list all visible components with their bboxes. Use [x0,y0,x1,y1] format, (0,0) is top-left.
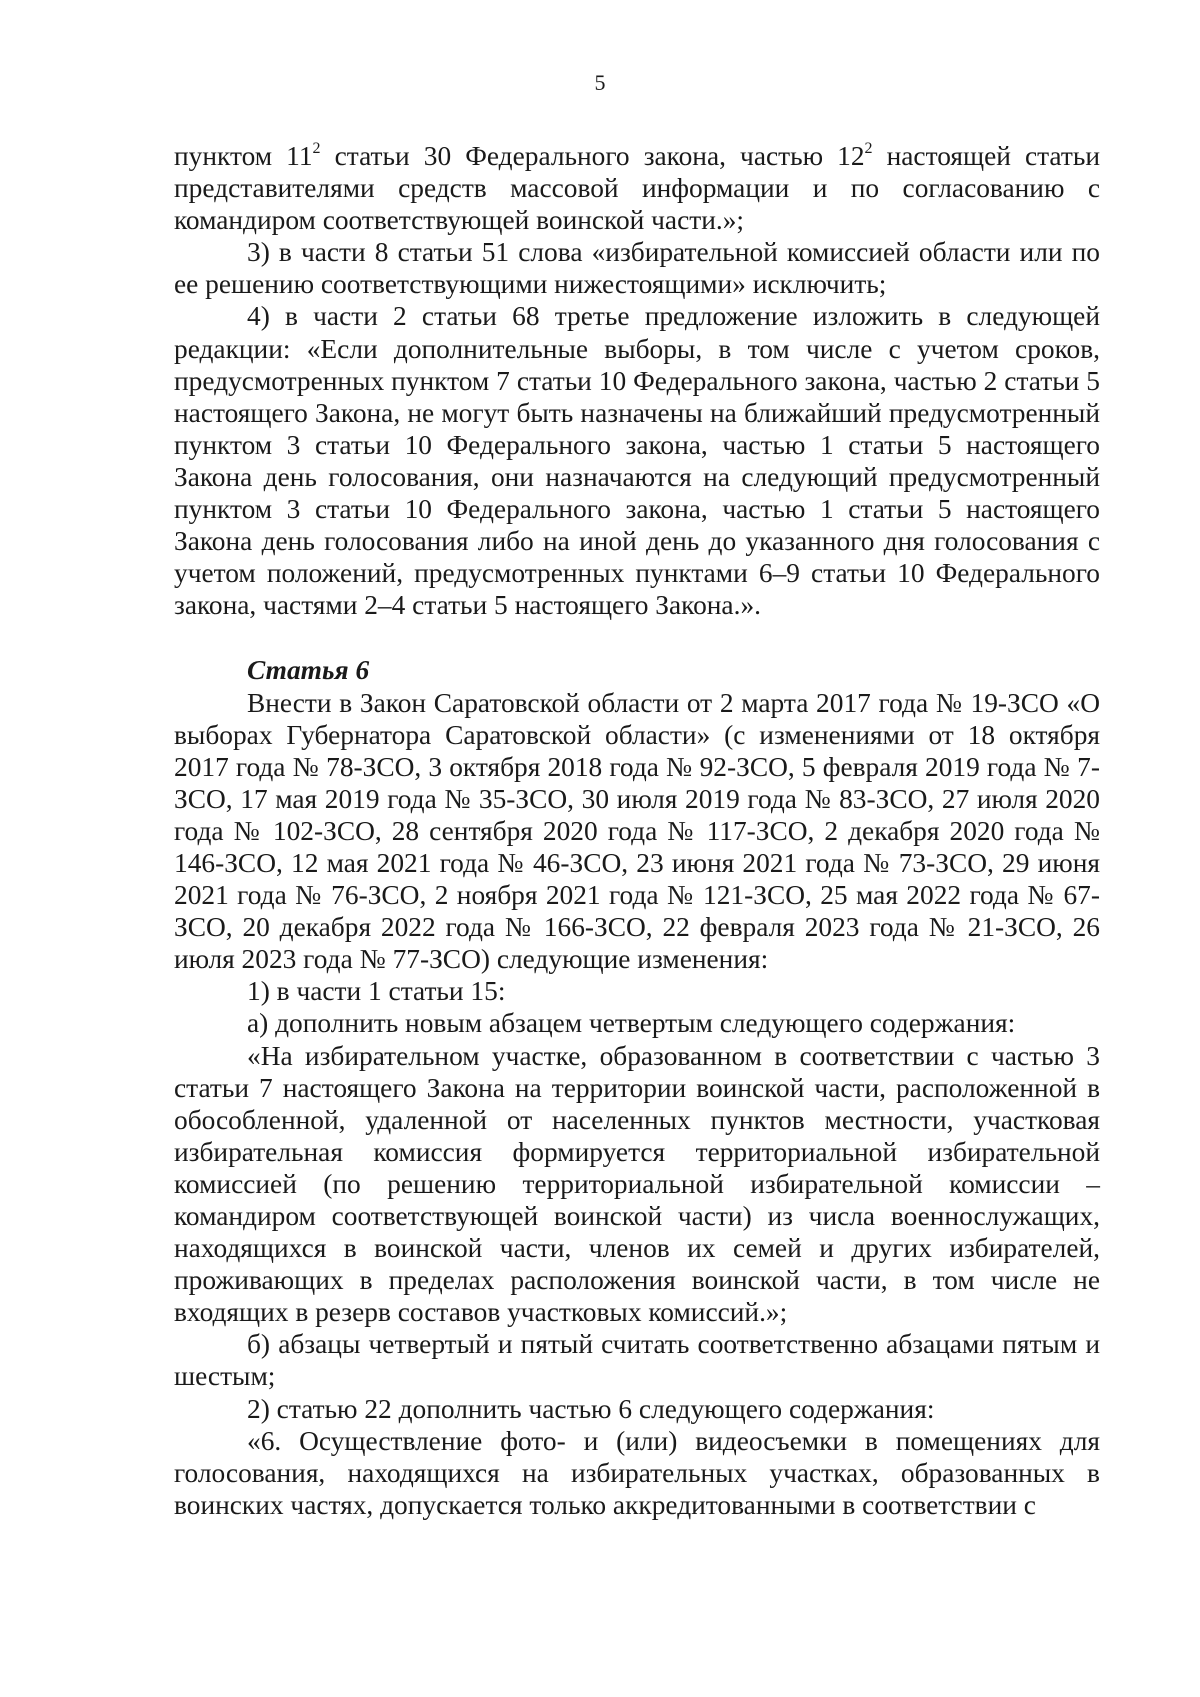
article-heading: Статья 6 [247,655,370,686]
paragraph: «6. Осуществление фото- и (или) видеосъемки в помещениях для голосования, находящихся на избирательных участках, образованных в воинских частях, допускается только аккредитованными в соответствии с [174,1425,1100,1520]
superscript: 2 [864,140,873,157]
paragraph: «На избирательном участке, образованном в соответствии с частью 3 статьи 7 настоящего Закона на территории воинской части, расположенной в обособленной, удаленной от населенных пунктов местности, участковая избирательная комиссия формируется территориальной избирательной комиссией (по решению территориальной избирательной комиссии – командиром соответствующей воинской части) из числа военнослужащих, находящихся в воинской части, членов их семей и других избирателей, проживающих в пределах расположения воинской части, в том числе не входящих в резерв составов участковых комиссий.»; [174,1040,1100,1328]
superscript: 2 [312,140,321,157]
paragraph-continuation [174,140,1100,236]
paragraph: 3) в части 8 статьи 51 слова «избирательной комиссией области или по ее решению соответствующими нижестоящими» исключить; [174,237,1100,300]
page-number: 5 [594,70,606,95]
paragraph: б) абзацы четвертый и пятый считать соответственно абзацами пятым и шестым; [174,1329,1100,1392]
text-run: настоящей статьи представителями средств массовой информации и по согласованию с командиром соответствующей воинской части.»; [174,141,1100,236]
text-run: статьи 30 Федерального закона, частью 12 [320,141,865,171]
paragraph: 1) в части 1 статьи 15: [247,976,506,1007]
paragraph: Внести в Закон Саратовской области от 2 марта 2017 года № 19-ЗСО «О выборах Губернатора Саратовской области» (с изменениями от 18 октября 2017 года № 78-ЗСО, 3 октября 2018 года № 92-ЗСО, 5 февраля 2019 года № 7-ЗСО, 17 мая 2019 года № 35-ЗСО, 30 июля 2019 года № 83-ЗСО, 27 июля 2020 года № 102-ЗСО, 28 сентября 2020 года № 117-ЗСО, 2 декабря 2020 года № 146-ЗСО, 12 мая 2021 года № 46-ЗСО, 23 июня 2021 года № 73-ЗСО, 29 июня 2021 года № 76-ЗСО, 2 ноября 2021 года № 121-ЗСО, 25 мая 2022 года № 67-ЗСО, 20 декабря 2022 года № 166-ЗСО, 22 февраля 2023 года № 21-ЗСО, 26 июля 2023 года № 77-ЗСО) следующие изменения: [174,687,1100,975]
document-body [174,140,1100,1521]
paragraph: 4) в части 2 статьи 68 третье предложение изложить в следующей редакции: «Если дополнительные выборы, в том числе с учетом сроков, предусмотренных пунктом 7 статьи 10 Федерального закона, частью 2 статьи 5 настоящего Закона, не могут быть назначены на ближайший предусмотренный пунктом 3 статьи 10 Федерального закона, частью 1 статьи 5 настоящего Закона день голосования, они назначаются на следующий предусмотренный пунктом 3 статьи 10 Федерального закона, частью 1 статьи 5 настоящего Закона день голосования либо на иной день до указанного дня голосования с учетом положений, предусмотренных пунктами 6–9 статьи 10 Федерального закона, частями 2–4 статьи 5 настоящего Закона.». [174,301,1100,621]
paragraph: 2) статью 22 дополнить частью 6 следующего содержания: [247,1393,935,1424]
text-run: пунктом 11 [174,141,313,171]
paragraph: а) дополнить новым абзацем четвертым следующего содержания: [247,1008,1016,1039]
